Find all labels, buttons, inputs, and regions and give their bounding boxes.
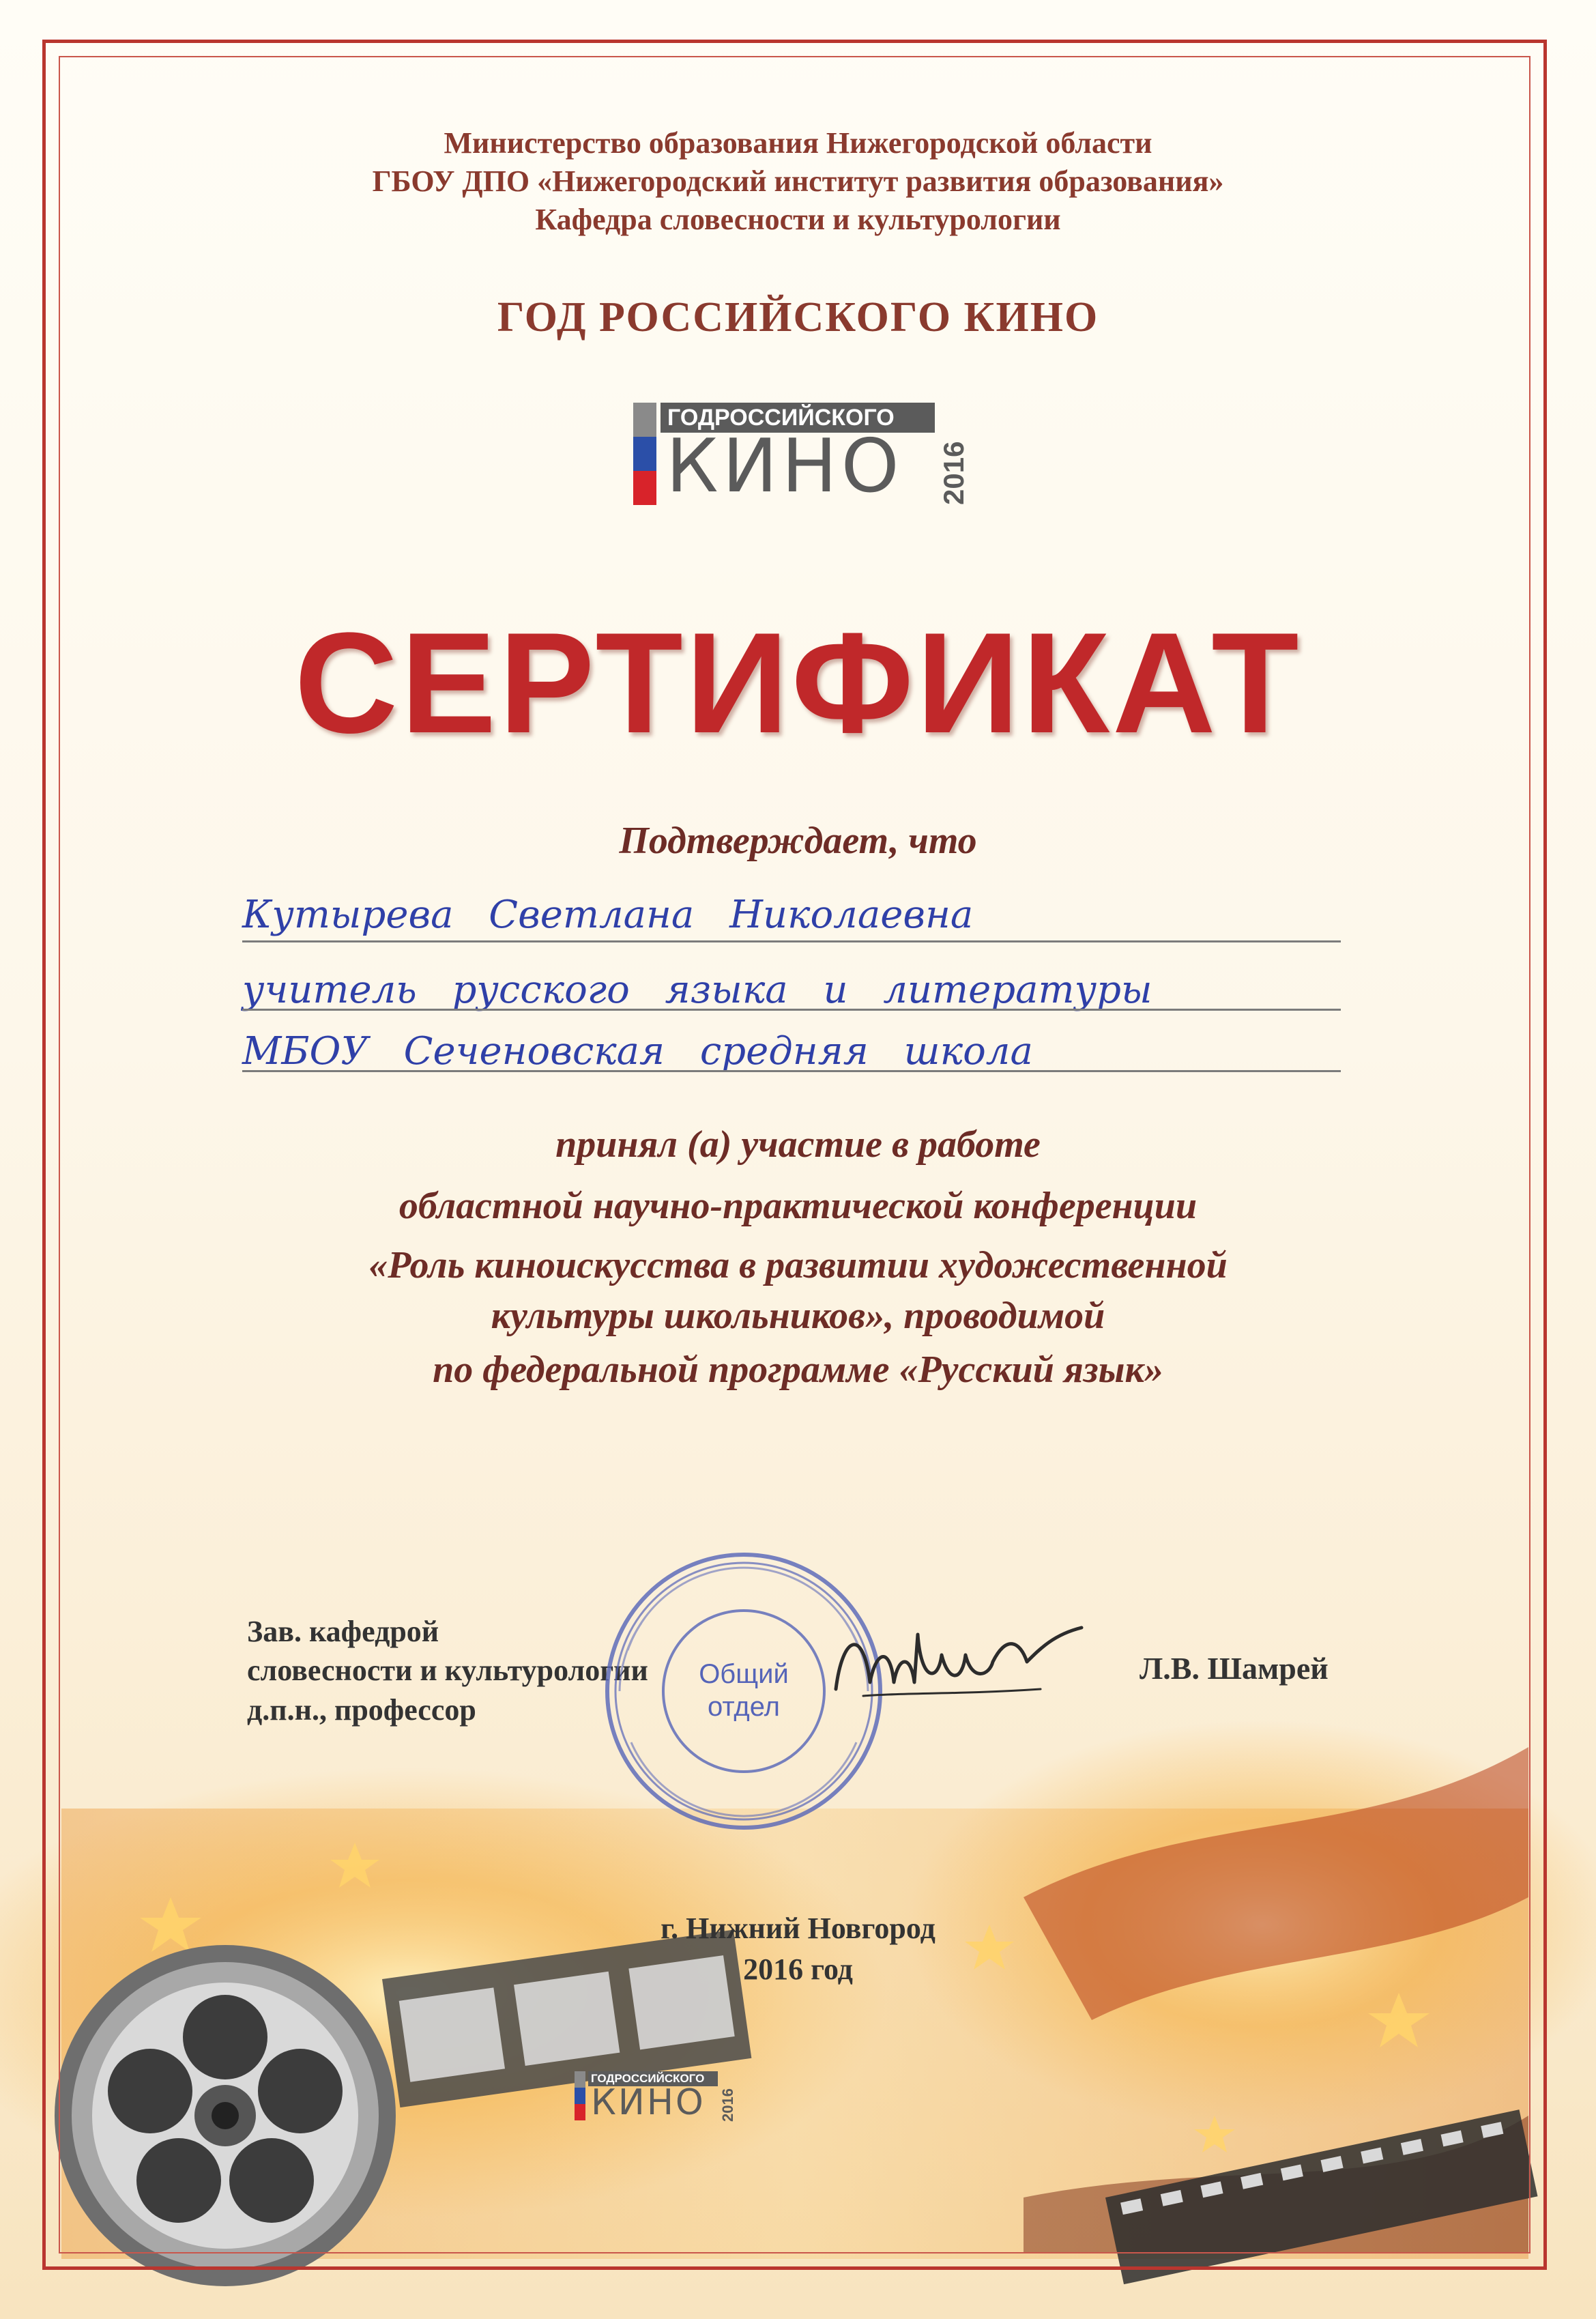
department-line: Кафедра словесности и культурологии bbox=[535, 203, 1061, 236]
recipient-name: Кутырева Светлана Николаевна bbox=[242, 893, 974, 937]
signatory-degree: д.п.н., профессор bbox=[247, 1693, 476, 1727]
recipient-school: МБОУ Сеченовская средняя школа bbox=[242, 1029, 1033, 1074]
city-text: г. Нижний Новгород bbox=[661, 1912, 935, 1945]
flag-icon bbox=[633, 403, 656, 505]
program-text: по федеральной программе «Русский язык» bbox=[433, 1349, 1163, 1391]
school-line bbox=[242, 1070, 1341, 1072]
logo-year-text: 2016 bbox=[938, 441, 970, 505]
logo-top-text: ГОДРОССИЙСКОГО bbox=[661, 403, 935, 433]
institute-line: ГБОУ ДПО «Нижегородский институт развития образования» bbox=[372, 164, 1224, 198]
handwritten-signature bbox=[822, 1607, 1095, 1716]
name-line bbox=[242, 940, 1341, 942]
ministry-line: Министерство образования Нижегородской области bbox=[444, 126, 1152, 160]
logo-kino-text: КИНО bbox=[666, 424, 903, 509]
signatory-name: Л.В. Шамрей bbox=[1140, 1651, 1329, 1686]
stamp-text-line2: отдел bbox=[708, 1692, 780, 1722]
logo-top-text: ГОДРОССИЙСКОГО bbox=[588, 2071, 718, 2086]
conference-text: областной научно-практической конференции bbox=[398, 1185, 1198, 1227]
stamp-text-line1: Общий bbox=[699, 1659, 789, 1689]
cinema-year-logo bbox=[633, 403, 988, 509]
conference-topic-line2: культуры школьников», проводимой bbox=[491, 1295, 1105, 1337]
logo-kino-text: КИНО bbox=[591, 2082, 706, 2123]
logo-year-text: 2016 bbox=[719, 2088, 736, 2122]
participation-text: принял (а) участие в работе bbox=[555, 1123, 1041, 1166]
signatory-department: словесности и культурологии bbox=[247, 1654, 648, 1687]
cinema-year-logo-small bbox=[575, 2071, 738, 2122]
issue-year: 2016 год bbox=[743, 1953, 853, 1986]
signatory-title: Зав. кафедрой bbox=[247, 1615, 439, 1648]
recipient-position: учитель русского языка и литературы bbox=[242, 968, 1152, 1012]
conference-topic-line1: «Роль киноискусства в развитии художественной bbox=[368, 1244, 1228, 1286]
year-of-cinema-title: ГОД РОССИЙСКОГО КИНО bbox=[497, 294, 1099, 341]
confirms-text: Подтверждает, что bbox=[619, 820, 977, 862]
position-line bbox=[242, 1009, 1341, 1011]
certificate-title: СЕРТИФИКАТ bbox=[294, 603, 1302, 763]
flag-icon bbox=[575, 2071, 585, 2120]
